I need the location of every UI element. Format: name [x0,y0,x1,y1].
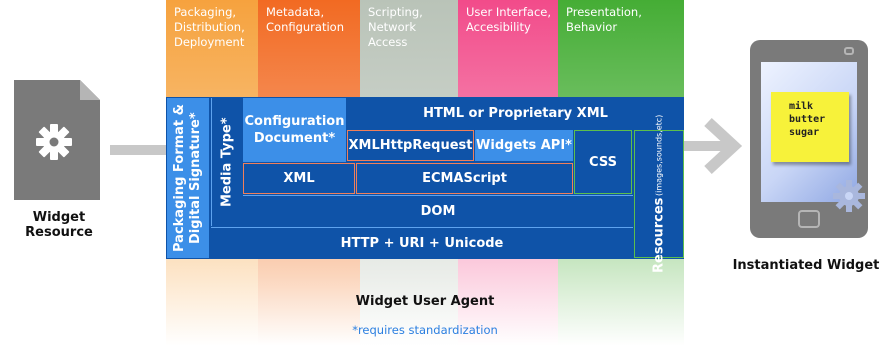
http-uri-unicode-block: HTTP + URI + Unicode [211,227,633,258]
xml-block: XML [243,163,355,194]
ecmascript-block: ECMAScript [356,163,573,194]
packaging-format-label: Packaging Format & Digital Signature* [172,104,203,253]
device-home-button [798,210,820,228]
column-ui-label: User Interface, Accesibility [466,5,552,34]
css-block: CSS [574,130,632,194]
configuration-document-block: Configuration Document* [243,98,346,162]
document-gear-icon [14,80,100,200]
column-packaging-label: Packaging, Distribution, Deployment [174,5,245,49]
xmlhttprequest-block: XMLHttpRequest [347,130,474,161]
column-scripting-label: Scripting, Network Access [368,5,423,49]
note-line-3: sugar [789,127,820,138]
dom-block: DOM [243,195,633,226]
media-type-label: Media Type* [219,117,235,207]
device-screen [761,62,857,202]
media-type-block [211,98,242,226]
sticky-note [771,92,849,162]
html-block: HTML or Proprietary XML [347,98,684,129]
resources-block [634,114,684,274]
column-presentation-label: Presentation, Behavior [566,5,642,34]
widget-user-agent-label: Widget User Agent [355,294,495,309]
column-metadata-label: Metadata, Configuration [266,5,344,34]
resources-label: Resources [651,197,667,274]
device-icon [750,40,868,238]
packaging-format-block [167,98,209,258]
instantiated-widget-label: Instantiated Widget [732,258,880,273]
widget-resource-label: Widget Resource [25,210,93,240]
screen-gear-icon [825,172,865,212]
output-arrow [684,116,746,176]
widgets-api-block: Widgets API* [475,130,573,161]
device-camera [844,47,854,55]
standardization-note: *requires standardization [352,323,498,337]
input-arrow [110,145,168,155]
resources-sub-label: (images,sounds,etc) [654,114,664,196]
note-line-1: milk [789,101,814,112]
note-line-2: butter [789,114,826,125]
